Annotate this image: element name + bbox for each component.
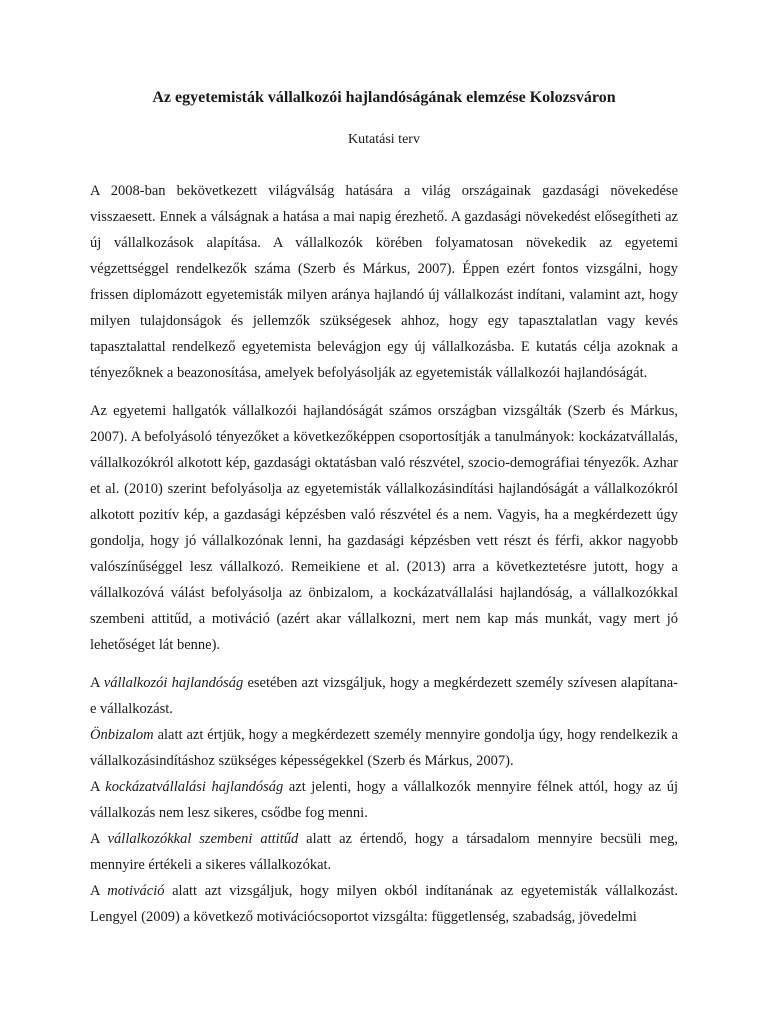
text-prefix: A bbox=[90, 831, 108, 847]
document-title: Az egyetemisták vállalkozói hajlandóságának elemzése Kolozsváron bbox=[152, 89, 616, 106]
text-definition: alatt azt vizsgáljuk, hogy milyen okból indítanának az egyetemisták vállalkozást. Lengyel (2009) a következő motivációcsoportot vizsgálta: függetlenség, szabadság, jövedelmi bbox=[90, 883, 678, 925]
paragraph-definition-motivation bbox=[90, 878, 678, 930]
document-subtitle: Kutatási terv bbox=[348, 132, 420, 147]
paragraph-definition-risk bbox=[90, 774, 678, 826]
text-definition: alatt azt értjük, hogy a megkérdezett személy mennyire gondolja úgy, hogy rendelkezik a vállalkozásindításhoz szükséges képességekkel (Szerb és Márkus, 2007). bbox=[90, 727, 678, 769]
document-body bbox=[90, 178, 678, 930]
term-onbizalom: Önbizalom bbox=[90, 727, 154, 743]
term-motivacio: motiváció bbox=[107, 883, 165, 899]
paragraph-definition-willingness bbox=[90, 670, 678, 722]
text-definition: alatt az értendő, hogy a társadalom mennyire becsüli meg, mennyire értékeli a sikeres vállalkozókat. bbox=[90, 831, 679, 873]
term-vallalkozoi-hajlandosag: vállalkozói hajlandóság bbox=[103, 675, 244, 691]
text-definition: esetében azt vizsgáljuk, hogy a megkérdezett személy szívesen alapítana-e vállalkozást. bbox=[90, 675, 678, 717]
text-prefix: A bbox=[90, 883, 108, 899]
text-definition: azt jelenti, hogy a vállalkozók mennyire félnek attól, hogy az új vállalkozás nem lesz sikeres, csődbe fog menni. bbox=[90, 779, 679, 821]
paragraph-literature: Az egyetemi hallgatók vállalkozói hajlandóságát számos országban vizsgálták (Szerb és Márkus, 2007). A befolyásoló tényezőket a következőképpen csoportosítják a tanulmányok: kockázatvállalás, vállalkozókról alkotott kép, gazdasági oktatásban való részvétel, szocio-demográfiai tényezők. Azhar et al. (2010) szerint befolyásolja az egyetemisták vállalkozásindítási hajlandóságát a vállalkozókról alkotott pozitív kép, a gazdasági képzésben való részvétel és a nem. Vagyis, ha a megkérdezett úgy gondolja, hogy jó vállalkozónak lenni, ha gazdasági képzésben vett részt és férfi, akkor nagyobb valószínűséggel lesz vállalkozó. Remeikiene et al. (2013) arra a következtetésre jutott, hogy a vállalkozóvá válást befolyásolja az önbizalom, a kockázatvállalási hajlandóság, a vállalkozókkal szembeni attitűd, a motiváció (azért akar vállalkozni, mert nem kap más munkát, vagy mert jó lehetőséget lát benne). bbox=[90, 403, 678, 653]
paragraph-intro: A 2008-ban bekövetkezett világválság hatására a világ országainak gazdasági növekedése visszaesett. Ennek a válságnak a hatása a mai napig érezhető. A gazdasági növekedést elősegítheti az új vállalkozások alapítása. A vállalkozók körében folyamatosan növekedik az egyetemi végzettséggel rendelkezők száma (Szerb és Márkus, 2007). Éppen ezért fontos vizsgálni, hogy frissen diplomázott egyetemisták milyen aránya hajlandó új vállalkozást indítani, valamint azt, hogy milyen tulajdonságok és jellemzők szükségesek ahhoz, hogy egy tapasztalatlan vagy kevés tapasztalattal rendelkező egyetemista belevágjon egy új vállalkozásba. E kutatás célja azoknak a tényezőknek a beazonosítása, amelyek befolyásolják az egyetemisták vállalkozói hajlandóságát. bbox=[90, 183, 678, 381]
term-kockazatvallalasi-hajlandosag: kockázatvállalási hajlandóság bbox=[105, 779, 284, 795]
text-prefix: A bbox=[90, 779, 106, 795]
term-vallalkozokkal-szembeni-attitud: vállalkozókkal szembeni attitűd bbox=[107, 831, 299, 847]
paragraph-definition-confidence bbox=[90, 722, 678, 774]
text-prefix: A bbox=[90, 675, 104, 691]
paragraph-definition-attitude bbox=[90, 826, 678, 878]
